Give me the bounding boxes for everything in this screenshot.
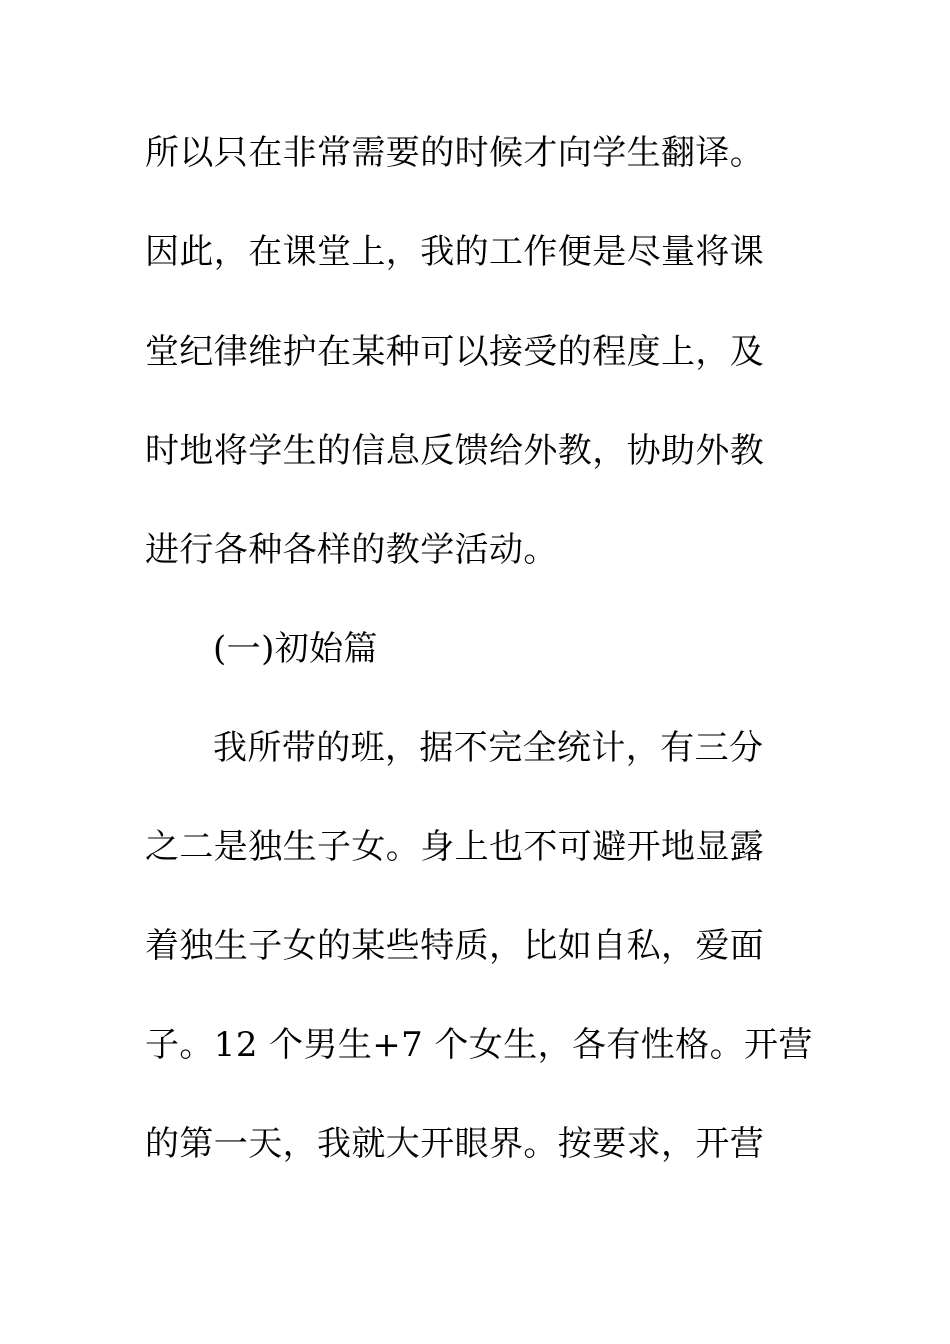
text-line: 时地将学生的信息反馈给外教，协助外教 — [145, 431, 765, 471]
text-line: 子。12 个男生+7 个女生，各有性格。开营 — [145, 1025, 813, 1065]
text-line: 着独生子女的某些特质，比如自私，爱面 — [145, 926, 765, 966]
text-line: 之二是独生子女。身上也不可避开地显露 — [145, 827, 765, 867]
text-line: 进行各种各样的教学活动。 — [145, 530, 558, 570]
text-line: 所以只在非常需要的时候才向学生翻译。 — [145, 133, 765, 173]
text-line: 堂纪律维护在某种可以接受的程度上，及 — [145, 332, 765, 372]
text-line: 因此，在课堂上，我的工作便是尽量将课 — [145, 232, 765, 272]
paragraph-first-line: 我所带的班，据不完全统计，有三分 — [213, 728, 764, 768]
section-heading: (一)初始篇 — [213, 629, 378, 669]
text-line: 的第一天，我就大开眼界。按要求，开营 — [145, 1124, 765, 1164]
